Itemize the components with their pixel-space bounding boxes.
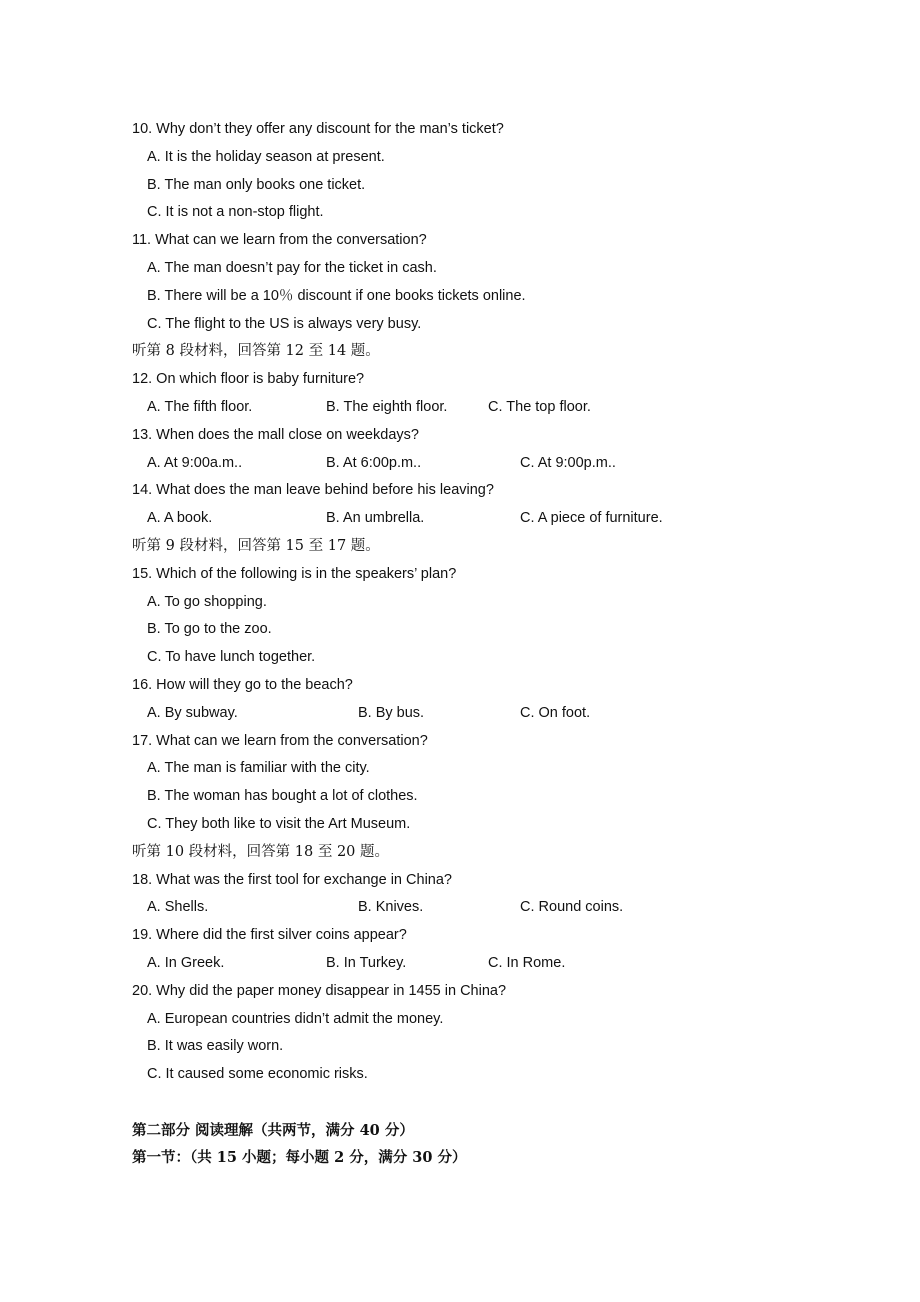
question-19-option-c: C. In Rome.: [488, 954, 566, 971]
question-20-option-a: A. European countries didn’t admit the money.: [147, 1010, 444, 1027]
question-12-stem: 12. On which floor is baby furniture?: [132, 371, 365, 388]
question-17-option-c: C. They both like to visit the Art Museum.: [147, 815, 411, 832]
question-12-option-c: C. The top floor.: [488, 398, 591, 415]
question-12-option-b: B. The eighth floor.: [326, 398, 448, 415]
question-list: [132, 116, 832, 1172]
question-16-option-a: A. By subway.: [147, 704, 238, 721]
section-10-instruction: 听第 10 段材料，回答第 18 至 20 题。: [132, 843, 390, 860]
question-18-options: [132, 894, 832, 922]
question-17-option-b: B. The woman has bought a lot of clothes.: [147, 788, 418, 805]
question-13-options: [132, 450, 832, 478]
part-2-heading: 第二部分 阅读理解（共两节，满分 40 分）: [132, 1121, 414, 1139]
question-16-options: [132, 700, 832, 728]
question-18-option-c: C. Round coins.: [520, 899, 624, 916]
question-19-option-b: B. In Turkey.: [326, 954, 407, 971]
question-11-stem: 11. What can we learn from the conversation?: [132, 232, 427, 249]
spacer: [132, 1089, 832, 1117]
question-15-option-c: C. To have lunch together.: [147, 649, 316, 666]
question-13-option-b: B. At 6:00p.m..: [326, 454, 422, 471]
question-11-option-b: B. There will be a 10％ discount if one books tickets online.: [147, 287, 526, 304]
question-10-option-a: A. It is the holiday season at present.: [147, 148, 385, 165]
question-16-option-b: B. By bus.: [358, 704, 425, 721]
question-15-stem: 15. Which of the following is in the speakers’ plan?: [132, 565, 457, 582]
question-12-options: [132, 394, 832, 422]
question-18-option-b: B. Knives.: [358, 899, 424, 916]
question-11-option-c: C. The flight to the US is always very busy.: [147, 315, 422, 332]
question-13-option-a: A. At 9:00a.m..: [147, 454, 243, 471]
question-17-option-a: A. The man is familiar with the city.: [147, 760, 370, 777]
question-13-option-c: C. At 9:00p.m..: [520, 454, 616, 471]
question-20-option-b: B. It was easily worn.: [147, 1038, 284, 1055]
question-12-option-a: A. The fifth floor.: [147, 398, 253, 415]
question-16-option-c: C. On foot.: [520, 704, 591, 721]
question-20-option-c: C. It caused some economic risks.: [147, 1066, 368, 1083]
question-14-option-c: C. A piece of furniture.: [520, 510, 663, 527]
question-19-options: [132, 950, 832, 978]
question-19-option-a: A. In Greek.: [147, 954, 225, 971]
question-11-option-a: A. The man doesn’t pay for the ticket in cash.: [147, 259, 437, 276]
question-18-option-a: A. Shells.: [147, 899, 209, 916]
question-14-option-a: A. A book.: [147, 510, 213, 527]
question-18-stem: 18. What was the first tool for exchange in China?: [132, 871, 452, 888]
question-19-stem: 19. Where did the first silver coins appear?: [132, 927, 407, 944]
question-14-option-b: B. An umbrella.: [326, 510, 425, 527]
question-20-stem: 20. Why did the paper money disappear in 1455 in China?: [132, 982, 507, 999]
question-15-option-a: A. To go shopping.: [147, 593, 267, 610]
question-10-option-b: B. The man only books one ticket.: [147, 176, 366, 193]
question-17-stem: 17. What can we learn from the conversation?: [132, 732, 428, 749]
question-16-stem: 16. How will they go to the beach?: [132, 676, 353, 693]
section-1-heading: 第一节：（共 15 小题；每小题 2 分，满分 30 分）: [132, 1149, 467, 1167]
question-13-stem: 13. When does the mall close on weekdays?: [132, 426, 419, 443]
question-14-options: [132, 505, 832, 533]
question-14-stem: 14. What does the man leave behind before his leaving?: [132, 482, 494, 499]
section-9-instruction: 听第 9 段材料，回答第 15 至 17 题。: [132, 537, 380, 554]
section-8-instruction: 听第 8 段材料，回答第 12 至 14 题。: [132, 343, 380, 360]
question-15-option-b: B. To go to the zoo.: [147, 621, 272, 638]
question-10-option-c: C. It is not a non-stop flight.: [147, 204, 324, 221]
question-10-stem: 10. Why don’t they offer any discount for the man’s ticket?: [132, 121, 504, 137]
